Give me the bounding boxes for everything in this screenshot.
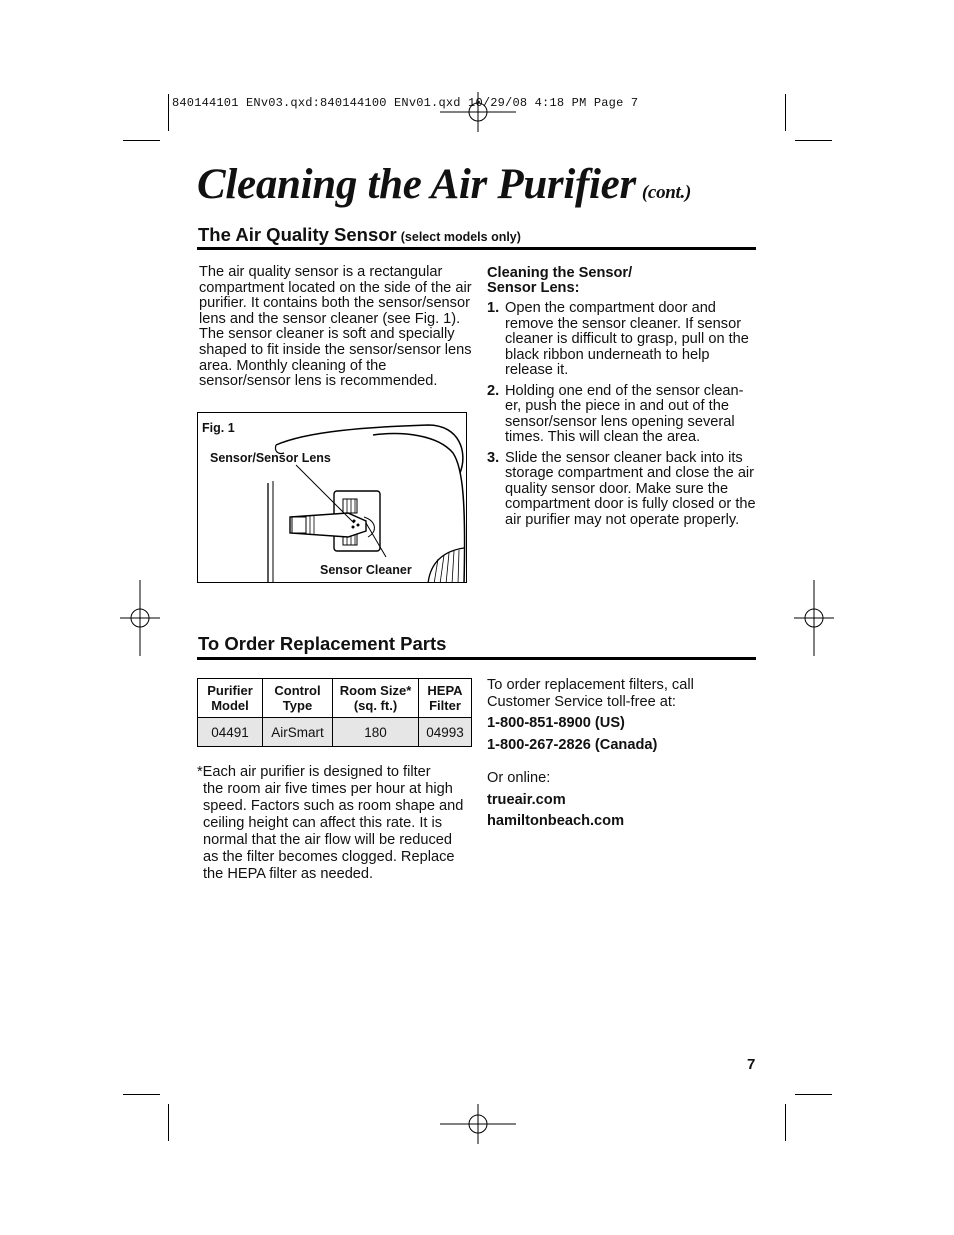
- header-line: Control: [274, 683, 321, 698]
- registration-mark-top: [440, 92, 516, 132]
- sensor-intro-paragraph: The air quality sensor is a rectangular compartment located on the side of the air purifier. It contains both the sensor/sensor lens and the sensor cleaner (see Fig. 1). The sensor cleaner is soft and specially shaped to fit inside the sensor/sensor lens area. Monthly cleaning of the sensor/sensor lens is recommended.: [199, 264, 472, 390]
- section-heading-note: (select models only): [400, 230, 521, 244]
- registration-mark-right: [794, 580, 834, 656]
- table-cell: 04993: [419, 718, 472, 747]
- table-cell: 180: [333, 718, 419, 747]
- phone-canada: 1-800-267-2826 (Canada): [487, 736, 658, 753]
- step-text: Holding one end of the sensor clean-er, push the piece in and out of the sensor/sensor lens opening several times. This will clean the area.: [505, 382, 744, 446]
- step-text: Slide the sensor cleaner back into its storage compartment and close the air quality sensor door. Make sure the compartment door is fully closed or the air purifier may not operate properly.: [505, 449, 756, 528]
- ordering-info: [487, 677, 747, 830]
- footnote-rest: the room air five times per hour at high speed. Factors such as room shape and ceiling height can affect this rate. It is normal that the air flow will be reduced as the filter becomes clogged. Replace the HEPA filter as needed.: [203, 781, 464, 882]
- header-line: Filter: [429, 698, 461, 713]
- section-rule-1: [197, 247, 756, 250]
- step-number: 2.: [487, 382, 500, 399]
- replacement-parts-table: [197, 678, 472, 747]
- phone-us: 1-800-851-8900 (US): [487, 715, 625, 731]
- list-item: [487, 301, 759, 379]
- section-heading-replacement-parts: To Order Replacement Parts: [198, 633, 447, 654]
- cleaning-steps-heading: [487, 266, 757, 296]
- header-line: Model: [211, 698, 249, 713]
- page-title-suffix: (cont.): [641, 182, 691, 203]
- callout-sensor-cleaner: Sensor Cleaner: [320, 563, 412, 577]
- registration-mark-left: [120, 580, 160, 656]
- header-line: Type: [282, 698, 313, 713]
- column-header: [263, 679, 333, 718]
- footnote-first-line: *Each air purifier is designed to filter: [197, 764, 431, 780]
- column-header: [198, 679, 263, 718]
- step-text: Open the compartment door and remove the sensor cleaner. If sensor cleaner is difficult to grasp, pull on the black ribbon underneath to help release it.: [505, 300, 749, 379]
- page-number: 7: [747, 1056, 756, 1073]
- step-number: 1.: [487, 300, 500, 316]
- page-title-text: Cleaning the Air Purifier: [197, 161, 636, 208]
- header-line: Room Size*: [339, 683, 412, 698]
- header-line: (sq. ft.): [353, 698, 398, 713]
- website-link-trueair[interactable]: trueair.com: [487, 791, 566, 808]
- print-slug-line: 840144101 ENv03.qxd:840144100 ENv01.qxd 10/29/08 4:18 PM Page 7: [172, 96, 639, 110]
- sensor-illustration: [198, 413, 467, 583]
- section-rule-2: [197, 657, 756, 660]
- header-line: HEPA: [427, 683, 463, 698]
- step-number: 3.: [487, 449, 500, 466]
- table-row: [198, 718, 472, 747]
- column-header: [333, 679, 419, 718]
- room-size-footnote: [197, 764, 467, 883]
- table-cell: 04491: [198, 718, 263, 747]
- list-item: [487, 384, 759, 446]
- website-link-hamiltonbeach[interactable]: hamiltonbeach.com: [487, 813, 625, 829]
- order-instructions: To order replacement filters, call Customer Service toll-free at:: [487, 677, 694, 710]
- table-cell: AirSmart: [263, 718, 333, 747]
- cleaning-steps-list: [487, 301, 759, 533]
- figure-1: [197, 412, 467, 583]
- cleaning-steps-heading-line1: Cleaning the Sensor/: [487, 265, 633, 281]
- header-line: Purifier: [207, 683, 253, 698]
- column-header: [419, 679, 472, 718]
- callout-sensor-lens: Sensor/Sensor Lens: [210, 451, 331, 465]
- section-heading-air-quality-sensor: [198, 224, 521, 246]
- registration-mark-bottom: [440, 1104, 516, 1144]
- list-item: [487, 451, 759, 529]
- online-label: Or online:: [487, 770, 551, 786]
- cleaning-steps-heading-line2: Sensor Lens:: [487, 280, 580, 296]
- figure-label: Fig. 1: [202, 421, 235, 435]
- table-header-row: [198, 679, 472, 718]
- page-title: [197, 160, 691, 209]
- section-heading-text: The Air Quality Sensor: [198, 224, 397, 245]
